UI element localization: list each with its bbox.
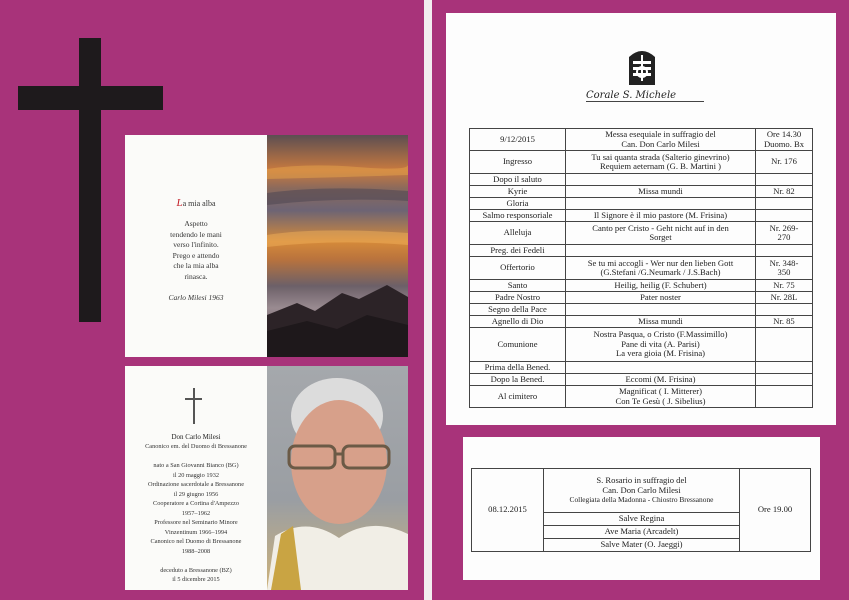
program-number-cell: Nr. 85 xyxy=(756,316,813,328)
black-cross-horizontal-bar xyxy=(18,86,163,110)
bio-line: deceduto a Bressanone (BZ) xyxy=(160,566,232,574)
poem-title-rest: a mia alba xyxy=(182,199,216,208)
program-row xyxy=(470,362,813,374)
poem-card xyxy=(125,135,408,357)
program-row xyxy=(470,257,813,280)
program-row xyxy=(470,316,813,328)
poem-line: verso l'infinito. xyxy=(173,240,219,249)
program-song-cell: Missa mundi xyxy=(566,186,756,198)
program-row xyxy=(470,198,813,210)
rosary-program-sheet xyxy=(463,437,820,580)
program-row xyxy=(470,186,813,198)
program-song-cell xyxy=(566,245,756,257)
program-number-cell xyxy=(756,386,813,408)
program-row xyxy=(470,374,813,386)
program-part-cell: Segno della Pace xyxy=(470,304,566,316)
program-number-cell xyxy=(756,198,813,210)
program-song-cell: Missa mundi xyxy=(566,316,756,328)
program-number-cell xyxy=(756,245,813,257)
program-number-cell: Nr. 348- 350 xyxy=(756,257,813,280)
choir-program-sheet xyxy=(446,13,836,425)
poem-line: tendendo le mani xyxy=(170,229,222,239)
program-part-cell: Al cimitero xyxy=(470,386,566,408)
program-song-cell xyxy=(566,304,756,316)
program-row xyxy=(470,222,813,245)
program-part-cell: Alleluja xyxy=(470,222,566,245)
program-part-cell: Dopo la Bened. xyxy=(470,374,566,386)
poem-text-panel xyxy=(125,135,267,357)
program-part-cell: Padre Nostro xyxy=(470,292,566,304)
program-row xyxy=(470,386,813,408)
poem-signature: Carlo Milesi 1963 xyxy=(168,293,224,302)
program-song-cell: Magnificat ( I. Mitterer) Con Te Gesù ( J. Sibelius) xyxy=(566,386,756,408)
program-number-cell xyxy=(756,210,813,222)
program-song-cell: Se tu mi accogli - Wer nur den lieben Gott (G.Stefani /G.Neumark / J.S.Bach) xyxy=(566,257,756,280)
program-row xyxy=(470,174,813,186)
program-number-cell: Nr. 269- 270 xyxy=(756,222,813,245)
poem-line: rinasca. xyxy=(184,271,208,281)
program-song-cell: Eccomi (M. Frisina) xyxy=(566,374,756,386)
biography-text-panel xyxy=(125,366,267,590)
program-part-cell: Salmo responsoriale xyxy=(470,210,566,222)
program-row xyxy=(470,292,813,304)
program-row xyxy=(470,304,813,316)
program-part-cell: Offertorio xyxy=(470,257,566,280)
priest-portrait-icon xyxy=(267,366,408,590)
program-row xyxy=(470,129,813,151)
bio-line xyxy=(125,556,267,566)
rosary-title-line: Can. Don Carlo Milesi xyxy=(602,484,681,495)
choir-logo-icon xyxy=(629,47,655,85)
program-part-cell: Ingresso xyxy=(470,151,566,174)
bio-line: Professore nel Seminario Minore xyxy=(154,519,238,526)
bio-line xyxy=(125,452,267,462)
program-song-cell: Messa esequiale in suffragio del Can. Don Carlo Milesi xyxy=(566,129,756,151)
program-part-cell: Prima della Bened. xyxy=(470,362,566,374)
poem-line: Aspetto xyxy=(184,219,208,228)
bio-line: 1957–1962 xyxy=(181,509,211,517)
rosary-song: Salve Regina xyxy=(544,513,740,526)
program-part-cell: 9/12/2015 xyxy=(470,129,566,151)
rosary-table xyxy=(471,468,811,552)
bio-line: nato a San Giovanni Bianco (BG) xyxy=(153,462,239,469)
program-number-cell xyxy=(756,328,813,362)
biography-lines xyxy=(125,442,267,585)
bio-line: 1988–2008 xyxy=(181,547,211,555)
rosary-title-cell xyxy=(544,469,740,513)
choir-name-underline xyxy=(586,101,704,102)
program-number-cell: Nr. 75 xyxy=(756,280,813,292)
music-program-table xyxy=(469,128,813,408)
rosary-song: Ave Maria (Arcadelt) xyxy=(544,526,740,539)
program-row xyxy=(470,328,813,362)
biography-card xyxy=(125,366,408,590)
program-song-cell xyxy=(566,198,756,210)
program-number-cell xyxy=(756,304,813,316)
poem-title-initial: L xyxy=(176,197,183,209)
bio-line: il 5 dicembre 2015 xyxy=(172,576,220,583)
program-song-cell: Canto per Cristo - Geht nicht auf in den Sorget xyxy=(566,222,756,245)
program-row xyxy=(470,280,813,292)
choir-name: Corale S. Michele xyxy=(586,90,677,101)
program-part-cell: Comunione xyxy=(470,328,566,362)
program-number-cell: Nr. 176 xyxy=(756,151,813,174)
program-row xyxy=(470,151,813,174)
program-number-cell: Ore 14.30 Duomo. Bx xyxy=(756,129,813,151)
page-gutter xyxy=(424,0,432,600)
bio-line: Cooperatore a Cortina d'Ampezzo xyxy=(153,500,239,507)
sunset-mountain-photo xyxy=(267,135,408,357)
program-number-cell: Nr. 28L xyxy=(756,292,813,304)
bio-line: Canonico nel Duomo di Bressanone xyxy=(150,538,242,545)
deceased-name: Don Carlo Milesi xyxy=(171,433,221,441)
program-part-cell: Kyrie xyxy=(470,186,566,198)
rosary-title-line: S. Rosario in suffragio del xyxy=(596,475,687,486)
program-song-cell: Il Signore è il mio pastore (M. Frisina) xyxy=(566,210,756,222)
small-cross-icon xyxy=(193,388,195,424)
portrait-photo xyxy=(267,366,408,590)
bio-line: Canonico em. del Duomo di Bressanone xyxy=(145,443,247,450)
program-number-cell xyxy=(756,362,813,374)
program-row xyxy=(470,210,813,222)
program-number-cell: Nr. 82 xyxy=(756,186,813,198)
rosary-time: Ore 19.00 xyxy=(740,469,811,552)
rosary-song: Salve Mater (O. Jaeggi) xyxy=(544,539,740,552)
black-cross-vertical-bar xyxy=(79,38,101,322)
bio-line: Ordinazione sacerdotale a Bressanone xyxy=(148,481,244,488)
rosary-location: Collegiata della Madonna - Chiostro Bressanone xyxy=(569,495,714,505)
poem-lines xyxy=(125,219,267,282)
program-row xyxy=(470,245,813,257)
small-cross-bar xyxy=(185,398,202,400)
program-part-cell: Preg. dei Fedeli xyxy=(470,245,566,257)
program-song-cell: Heilig, heilig (F. Schubert) xyxy=(566,280,756,292)
program-number-cell xyxy=(756,174,813,186)
program-song-cell xyxy=(566,174,756,186)
bio-line: il 20 maggio 1932 xyxy=(173,471,219,479)
program-song-cell: Pater noster xyxy=(566,292,756,304)
poem-title xyxy=(125,198,267,210)
bio-line: il 29 giugno 1956 xyxy=(173,490,219,498)
poem-line: Prego e attendo xyxy=(172,250,220,260)
program-part-cell: Dopo il saluto xyxy=(470,174,566,186)
program-song-cell: Nostra Pasqua, o Cristo (F.Massimillo) Pane di vita (A. Parisi) La vera gioia (M. Frisina) xyxy=(566,328,756,362)
program-part-cell: Santo xyxy=(470,280,566,292)
program-song-cell xyxy=(566,362,756,374)
program-part-cell: Gloria xyxy=(470,198,566,210)
bio-line: Vinzentinum 1966–1994 xyxy=(164,528,228,536)
mountain-silhouette-icon xyxy=(267,135,408,357)
rosary-date: 08.12.2015 xyxy=(472,469,544,552)
program-number-cell xyxy=(756,374,813,386)
poem-line: che la mia alba xyxy=(173,261,219,270)
program-song-cell: Tu sai quanta strada (Salterio ginevrino) Requiem aeternam (G. B. Martini ) xyxy=(566,151,756,174)
program-part-cell: Agnello di Dio xyxy=(470,316,566,328)
